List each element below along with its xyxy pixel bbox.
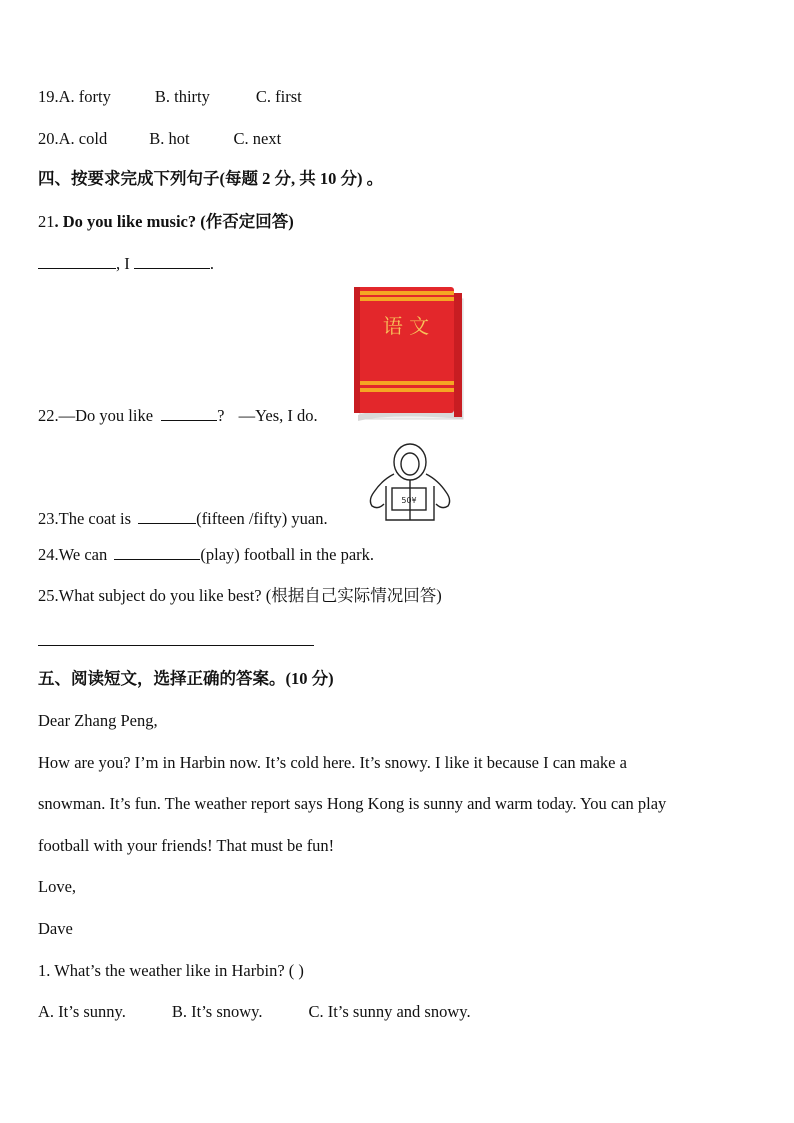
question-25 [38,585,442,607]
option-a: A. It’s sunny. [38,1002,126,1021]
letter-signature: Dave [38,919,73,938]
section-4-heading: 四、按要求完成下列句子(每题 2 分, 共 10 分) 。 [38,169,384,188]
reading-question-1: 1. What’s the weather like in Harbin? ( ) [38,961,304,980]
section-5-heading: 五、阅读短文，选择正确的答案。(10 分) [38,669,334,688]
question-23 [38,508,328,530]
question-22 [38,405,318,427]
question-number: 20. [38,129,59,148]
answer-end: . [209,254,214,273]
coat-image [362,440,456,526]
letter-closing: Love, [38,877,77,896]
question-text: . Do you like music? (作否定回答) [54,212,294,231]
question-text-b: (play) football in the park. [200,545,375,564]
option-b: B. thirty [154,87,210,106]
question-number: 23. [38,509,59,528]
option-c: C. first [255,87,302,106]
question-21-answer [38,253,214,275]
book-title: 语 文 [382,314,430,338]
price-tag: 50¥ [401,496,417,505]
question-19 [38,86,302,108]
question-text-c: —Yes, I do. [238,406,318,425]
option-b: B. It’s snowy. [171,1002,263,1021]
option-c: C. next [233,129,282,148]
letter-greeting: Dear Zhang Peng, [38,711,158,730]
question-21 [38,211,294,233]
answer-blank[interactable] [38,254,116,269]
reading-question-1-options [38,1001,471,1023]
question-number: 24. [38,545,59,564]
question-text-a: —Do you like [58,406,154,425]
option-b: B. hot [149,129,190,148]
option-a: A. forty [58,87,111,106]
question-text-b: (fifteen /fifty) yuan. [196,509,328,528]
question-20 [38,128,281,150]
option-c: C. It’s sunny and snowy. [308,1002,471,1021]
option-a: A. cold [58,129,108,148]
letter-line: snowman. It’s fun. The weather report says Hong Kong is sunny and warm today. You can play [38,794,667,813]
question-text: What subject do you like best? (根据自己实际情况回答) [58,586,442,605]
answer-blank[interactable] [161,406,217,421]
question-number: 21 [38,212,55,231]
question-number: 25. [38,586,59,605]
answer-blank[interactable] [114,545,200,560]
letter-line: How are you? I’m in Harbin now. It’s cold here. It’s snowy. I like it because I can make a [38,753,627,772]
answer-connector: , I [116,254,130,273]
question-text-a: We can [58,545,108,564]
question-text-a: The coat is [58,509,132,528]
letter-line: football with your friends! That must be fun! [38,836,335,855]
answer-blank[interactable] [134,254,210,269]
question-number: 19. [38,87,59,106]
answer-blank[interactable] [138,509,196,524]
question-24 [38,544,374,566]
answer-line[interactable] [38,645,314,646]
question-number: 22. [38,406,59,425]
question-text-b: ? [217,406,225,425]
chinese-book-image [350,285,468,423]
